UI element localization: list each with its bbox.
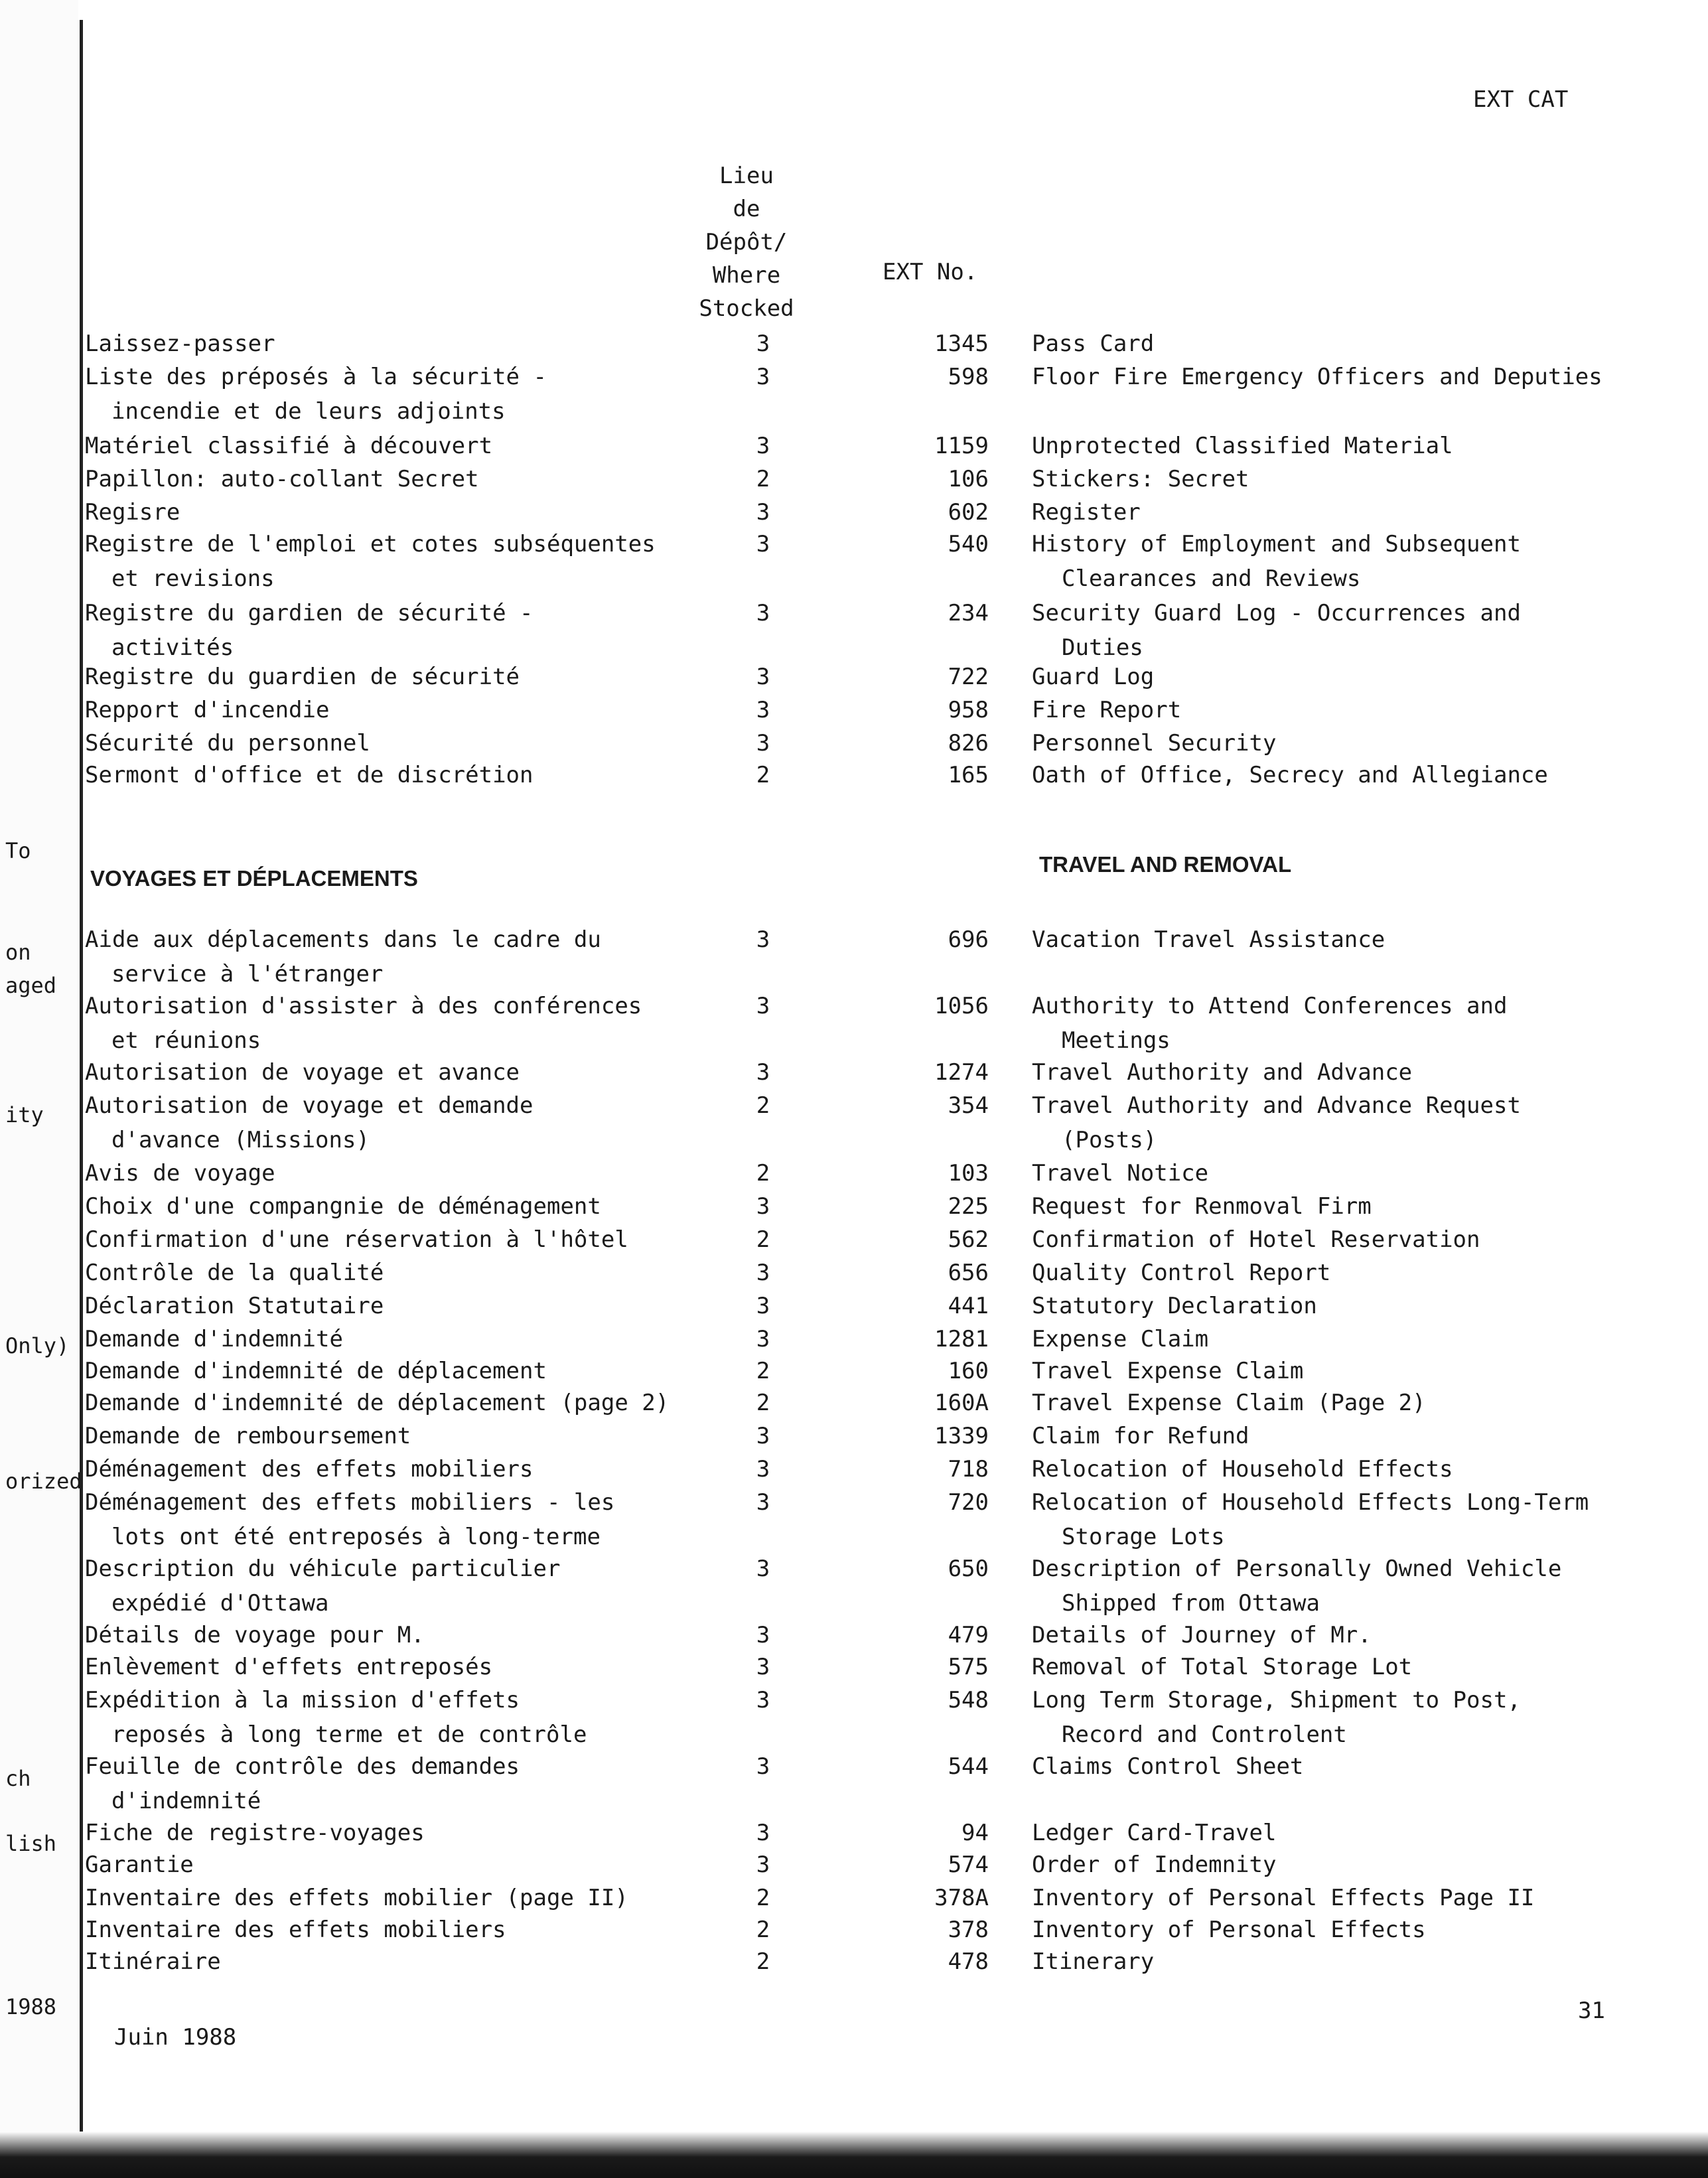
french-title-continued: d'avance (Missions) bbox=[111, 1127, 370, 1153]
english-title: Register bbox=[1032, 499, 1141, 526]
french-title: Avis de voyage bbox=[85, 1160, 275, 1187]
ext-number: 656 bbox=[948, 1260, 989, 1286]
margin-fragment: ity bbox=[5, 1102, 44, 1127]
english-title: Confirmation of Hotel Reservation bbox=[1032, 1226, 1480, 1253]
ext-number: 826 bbox=[948, 730, 989, 757]
form-entry-row bbox=[0, 1753, 1708, 1814]
ext-number: 225 bbox=[948, 1193, 989, 1220]
form-entry-row bbox=[0, 1851, 1708, 1886]
english-title: Itinerary bbox=[1032, 1948, 1155, 1975]
form-entry-row bbox=[0, 1059, 1708, 1094]
french-title: Registre de l'emploi et cotes subséquentes bbox=[85, 531, 656, 557]
location-header-line: Where bbox=[712, 262, 781, 289]
english-title: Unprotected Classified Material bbox=[1032, 433, 1453, 459]
french-title-continued: et revisions bbox=[111, 565, 275, 592]
ext-number: 718 bbox=[948, 1456, 989, 1483]
location-header-line: de Dépôt/ bbox=[705, 196, 788, 255]
form-entry-row bbox=[0, 1390, 1708, 1424]
ext-number: 722 bbox=[948, 664, 989, 690]
ext-number: 479 bbox=[948, 1622, 989, 1648]
english-title: Travel Authority and Advance bbox=[1032, 1059, 1413, 1086]
form-entry-row bbox=[0, 1260, 1708, 1294]
english-title: Claims Control Sheet bbox=[1032, 1753, 1304, 1780]
margin-fragment: Only) bbox=[5, 1333, 70, 1358]
french-title: Déclaration Statutaire bbox=[85, 1293, 384, 1319]
english-title: Relocation of Household Effects Long-Term bbox=[1032, 1489, 1589, 1516]
french-title: Autorisation de voyage et avance bbox=[85, 1059, 520, 1086]
stock-location: 2 bbox=[756, 1092, 770, 1119]
french-title: Contrôle de la qualité bbox=[85, 1260, 384, 1286]
form-entry-row bbox=[0, 466, 1708, 500]
ext-number: 160 bbox=[948, 1358, 989, 1384]
stock-location: 3 bbox=[756, 1193, 770, 1220]
page-number: 31 bbox=[1578, 1997, 1605, 2024]
location-header-line: Stocked bbox=[699, 295, 794, 322]
stock-location: 3 bbox=[756, 1753, 770, 1780]
french-title: Itinéraire bbox=[85, 1948, 221, 1975]
form-entry-row bbox=[0, 433, 1708, 467]
english-title: Removal of Total Storage Lot bbox=[1032, 1654, 1413, 1680]
french-title: Autorisation d'assister à des conférences bbox=[85, 993, 642, 1019]
french-title-continued: lots ont été entreposés à long-terme bbox=[111, 1524, 601, 1550]
ext-number: 1159 bbox=[934, 433, 989, 459]
form-entry-row bbox=[0, 1654, 1708, 1688]
english-title: Quality Control Report bbox=[1032, 1260, 1331, 1286]
ext-number: 106 bbox=[948, 466, 989, 492]
stock-location: 2 bbox=[756, 762, 770, 788]
ext-number: 378A bbox=[934, 1885, 989, 1911]
french-title: Liste des préposés à la sécurité - bbox=[85, 364, 547, 390]
stock-location: 2 bbox=[756, 1917, 770, 1943]
ext-number: 378 bbox=[948, 1917, 989, 1943]
stock-location: 2 bbox=[756, 1885, 770, 1911]
ext-number: 1345 bbox=[934, 330, 989, 357]
ext-number: 544 bbox=[948, 1753, 989, 1780]
french-title: Confirmation d'une réservation à l'hôtel bbox=[85, 1226, 628, 1253]
stock-location: 3 bbox=[756, 531, 770, 557]
stock-location: 3 bbox=[756, 664, 770, 690]
english-title: Order of Indemnity bbox=[1032, 1851, 1277, 1878]
form-entry-row bbox=[0, 1358, 1708, 1392]
english-title: Authority to Attend Conferences and bbox=[1032, 993, 1508, 1019]
english-title: Inventory of Personal Effects bbox=[1032, 1917, 1426, 1943]
stock-location: 3 bbox=[756, 993, 770, 1019]
english-title: Guard Log bbox=[1032, 664, 1155, 690]
ext-number: 1274 bbox=[934, 1059, 989, 1086]
scan-bottom-edge bbox=[0, 2132, 1708, 2178]
french-title: Sermont d'office et de discrétion bbox=[85, 762, 534, 788]
ext-number: 696 bbox=[948, 926, 989, 953]
stock-location: 3 bbox=[756, 1489, 770, 1516]
english-title: Stickers: Secret bbox=[1032, 466, 1249, 492]
location-header-line: Lieu bbox=[719, 163, 774, 189]
french-title-continued: d'indemnité bbox=[111, 1788, 261, 1814]
french-title: Sécurité du personnel bbox=[85, 730, 370, 757]
form-entry-row bbox=[0, 531, 1708, 592]
english-title: Vacation Travel Assistance bbox=[1032, 926, 1386, 953]
stock-location: 3 bbox=[756, 600, 770, 626]
french-title: Garantie bbox=[85, 1851, 194, 1878]
form-entry-row bbox=[0, 1226, 1708, 1261]
french-title-continued: activités bbox=[111, 634, 234, 661]
margin-fragment: ch bbox=[5, 1766, 31, 1791]
english-title: Floor Fire Emergency Officers and Deputies bbox=[1032, 364, 1602, 390]
english-title: Travel Expense Claim bbox=[1032, 1358, 1304, 1384]
stock-location: 3 bbox=[756, 1622, 770, 1648]
english-title: Travel Expense Claim (Page 2) bbox=[1032, 1390, 1426, 1416]
english-title: Details of Journey of Mr. bbox=[1032, 1622, 1372, 1648]
form-entry-row bbox=[0, 762, 1708, 796]
form-entry-row bbox=[0, 1622, 1708, 1656]
ext-number: 165 bbox=[948, 762, 989, 788]
form-entry-row bbox=[0, 1326, 1708, 1360]
location-column-header bbox=[690, 159, 803, 325]
ext-number-column-header: EXT No. bbox=[883, 259, 978, 285]
form-entry-row bbox=[0, 1092, 1708, 1153]
ext-number: 562 bbox=[948, 1226, 989, 1253]
form-entry-row bbox=[0, 1193, 1708, 1228]
ext-number: 478 bbox=[948, 1948, 989, 1975]
margin-fragment: on bbox=[5, 940, 31, 965]
form-entry-row bbox=[0, 1293, 1708, 1327]
ext-number: 574 bbox=[948, 1851, 989, 1878]
french-title-continued: service à l'étranger bbox=[111, 961, 384, 987]
form-entry-row bbox=[0, 1917, 1708, 1951]
english-title-continued: Clearances and Reviews bbox=[1062, 565, 1361, 592]
ext-number: 103 bbox=[948, 1160, 989, 1187]
french-title: Repport d'incendie bbox=[85, 697, 330, 723]
form-entry-row bbox=[0, 600, 1708, 661]
french-title: Registre du gardien de sécurité - bbox=[85, 600, 534, 626]
english-title: History of Employment and Subsequent bbox=[1032, 531, 1521, 557]
english-title: Travel Authority and Advance Request bbox=[1032, 1092, 1521, 1119]
form-entry-row bbox=[0, 1489, 1708, 1550]
english-title: Oath of Office, Secrecy and Allegiance bbox=[1032, 762, 1548, 788]
ext-number: 540 bbox=[948, 531, 989, 557]
ext-number: 575 bbox=[948, 1654, 989, 1680]
english-title: Security Guard Log - Occurrences and bbox=[1032, 600, 1521, 626]
stock-location: 3 bbox=[756, 697, 770, 723]
english-title-continued: Record and Controlent bbox=[1062, 1721, 1347, 1748]
french-title-continued: incendie et de leurs adjoints bbox=[111, 398, 506, 425]
english-title: Travel Notice bbox=[1032, 1160, 1209, 1187]
stock-location: 3 bbox=[756, 433, 770, 459]
french-title: Inventaire des effets mobiliers bbox=[85, 1917, 506, 1943]
english-title-continued: Meetings bbox=[1062, 1027, 1171, 1054]
french-title: Détails de voyage pour M. bbox=[85, 1622, 425, 1648]
ext-number: 1056 bbox=[934, 993, 989, 1019]
ext-number: 1281 bbox=[934, 1326, 989, 1352]
ext-number: 1339 bbox=[934, 1423, 989, 1449]
french-title: Déménagement des effets mobiliers bbox=[85, 1456, 534, 1483]
form-entry-row bbox=[0, 1948, 1708, 1983]
stock-location: 3 bbox=[756, 1059, 770, 1086]
french-title: Déménagement des effets mobiliers - les bbox=[85, 1489, 615, 1516]
french-title: Autorisation de voyage et demande bbox=[85, 1092, 534, 1119]
stock-location: 3 bbox=[756, 1260, 770, 1286]
ext-number: 598 bbox=[948, 364, 989, 390]
french-title: Enlèvement d'effets entreposés bbox=[85, 1654, 493, 1680]
english-title: Fire Report bbox=[1032, 697, 1182, 723]
french-title: Feuille de contrôle des demandes bbox=[85, 1753, 520, 1780]
stock-location: 3 bbox=[756, 364, 770, 390]
french-title: Demande de remboursement bbox=[85, 1423, 411, 1449]
french-title: Choix d'une compangnie de déménagement bbox=[85, 1193, 601, 1220]
french-title-continued: et réunions bbox=[111, 1027, 261, 1054]
french-title: Description du véhicule particulier bbox=[85, 1556, 561, 1582]
english-title: Request for Renmoval Firm bbox=[1032, 1193, 1372, 1220]
french-title: Demande d'indemnité bbox=[85, 1326, 343, 1352]
footer-date: Juin 1988 bbox=[114, 2024, 237, 2051]
margin-fragment: aged bbox=[5, 973, 57, 998]
form-entry-row bbox=[0, 499, 1708, 534]
english-title: Inventory of Personal Effects Page II bbox=[1032, 1885, 1535, 1911]
english-title-continued: Shipped from Ottawa bbox=[1062, 1590, 1320, 1617]
stock-location: 2 bbox=[756, 1358, 770, 1384]
english-title: Relocation of Household Effects bbox=[1032, 1456, 1453, 1483]
form-entry-row bbox=[0, 1160, 1708, 1195]
stock-location: 2 bbox=[756, 1160, 770, 1187]
french-title: Inventaire des effets mobilier (page II) bbox=[85, 1885, 628, 1911]
english-title-continued: (Posts) bbox=[1062, 1127, 1157, 1153]
english-title-continued: Storage Lots bbox=[1062, 1524, 1225, 1550]
form-entry-row bbox=[0, 1423, 1708, 1457]
form-entry-row bbox=[0, 1556, 1708, 1617]
french-title: Demande d'indemnité de déplacement bbox=[85, 1358, 547, 1384]
margin-fragment: To bbox=[5, 838, 31, 863]
english-title: Personnel Security bbox=[1032, 730, 1277, 757]
form-entry-row bbox=[0, 1456, 1708, 1490]
stock-location: 3 bbox=[756, 1820, 770, 1846]
french-title: Regisre bbox=[85, 499, 180, 526]
stock-location: 3 bbox=[756, 1456, 770, 1483]
stock-location: 3 bbox=[756, 926, 770, 953]
english-title: Statutory Declaration bbox=[1032, 1293, 1317, 1319]
english-title: Pass Card bbox=[1032, 330, 1155, 357]
margin-fragment: orized bbox=[5, 1469, 82, 1494]
section-title-fr: VOYAGES ET DÉPLACEMENTS bbox=[90, 866, 418, 891]
form-entry-row bbox=[0, 1687, 1708, 1748]
stock-location: 2 bbox=[756, 1390, 770, 1416]
margin-fragment: 1988 bbox=[5, 1994, 57, 2019]
stock-location: 2 bbox=[756, 466, 770, 492]
stock-location: 3 bbox=[756, 1326, 770, 1352]
form-entry-row bbox=[0, 364, 1708, 425]
stock-location: 3 bbox=[756, 1851, 770, 1878]
ext-number: 958 bbox=[948, 697, 989, 723]
ext-number: 94 bbox=[961, 1820, 989, 1846]
ext-number: 160A bbox=[934, 1390, 989, 1416]
french-title: Aide aux déplacements dans le cadre du bbox=[85, 926, 601, 953]
french-title-continued: reposés à long terme et de contrôle bbox=[111, 1721, 587, 1748]
stock-location: 3 bbox=[756, 1293, 770, 1319]
english-title: Claim for Refund bbox=[1032, 1423, 1249, 1449]
ext-number: 234 bbox=[948, 600, 989, 626]
form-entry-row bbox=[0, 993, 1708, 1054]
french-title: Registre du guardien de sécurité bbox=[85, 664, 520, 690]
french-title: Expédition à la mission d'effets bbox=[85, 1687, 520, 1713]
stock-location: 3 bbox=[756, 330, 770, 357]
form-entry-row bbox=[0, 1885, 1708, 1919]
form-entry-row bbox=[0, 697, 1708, 731]
french-title: Fiche de registre-voyages bbox=[85, 1820, 425, 1846]
french-title: Papillon: auto-collant Secret bbox=[85, 466, 479, 492]
french-title: Demande d'indemnité de déplacement (page 2) bbox=[85, 1390, 670, 1416]
english-title-continued: Duties bbox=[1062, 634, 1143, 661]
ext-number: 441 bbox=[948, 1293, 989, 1319]
stock-location: 2 bbox=[756, 1948, 770, 1975]
catalog-code: EXT CAT bbox=[1473, 86, 1569, 113]
ext-number: 720 bbox=[948, 1489, 989, 1516]
ext-number: 548 bbox=[948, 1687, 989, 1713]
french-title: Laissez-passer bbox=[85, 330, 275, 357]
stock-location: 3 bbox=[756, 1687, 770, 1713]
form-entry-row bbox=[0, 664, 1708, 698]
stock-location: 3 bbox=[756, 1654, 770, 1680]
section-title-en: TRAVEL AND REMOVAL bbox=[1039, 852, 1292, 877]
form-entry-row bbox=[0, 1820, 1708, 1854]
ext-number: 650 bbox=[948, 1556, 989, 1582]
margin-fragment: lish bbox=[5, 1831, 57, 1856]
ext-number: 602 bbox=[948, 499, 989, 526]
english-title: Long Term Storage, Shipment to Post, bbox=[1032, 1687, 1521, 1713]
form-entry-row bbox=[0, 330, 1708, 365]
french-title: Matériel classifié à découvert bbox=[85, 433, 493, 459]
stock-location: 3 bbox=[756, 730, 770, 757]
french-title-continued: expédié d'Ottawa bbox=[111, 1590, 329, 1617]
stock-location: 3 bbox=[756, 499, 770, 526]
form-entry-row bbox=[0, 730, 1708, 764]
stock-location: 2 bbox=[756, 1226, 770, 1253]
ext-number: 354 bbox=[948, 1092, 989, 1119]
stock-location: 3 bbox=[756, 1423, 770, 1449]
english-title: Expense Claim bbox=[1032, 1326, 1209, 1352]
stock-location: 3 bbox=[756, 1556, 770, 1582]
english-title: Description of Personally Owned Vehicle bbox=[1032, 1556, 1562, 1582]
english-title: Ledger Card-Travel bbox=[1032, 1820, 1277, 1846]
